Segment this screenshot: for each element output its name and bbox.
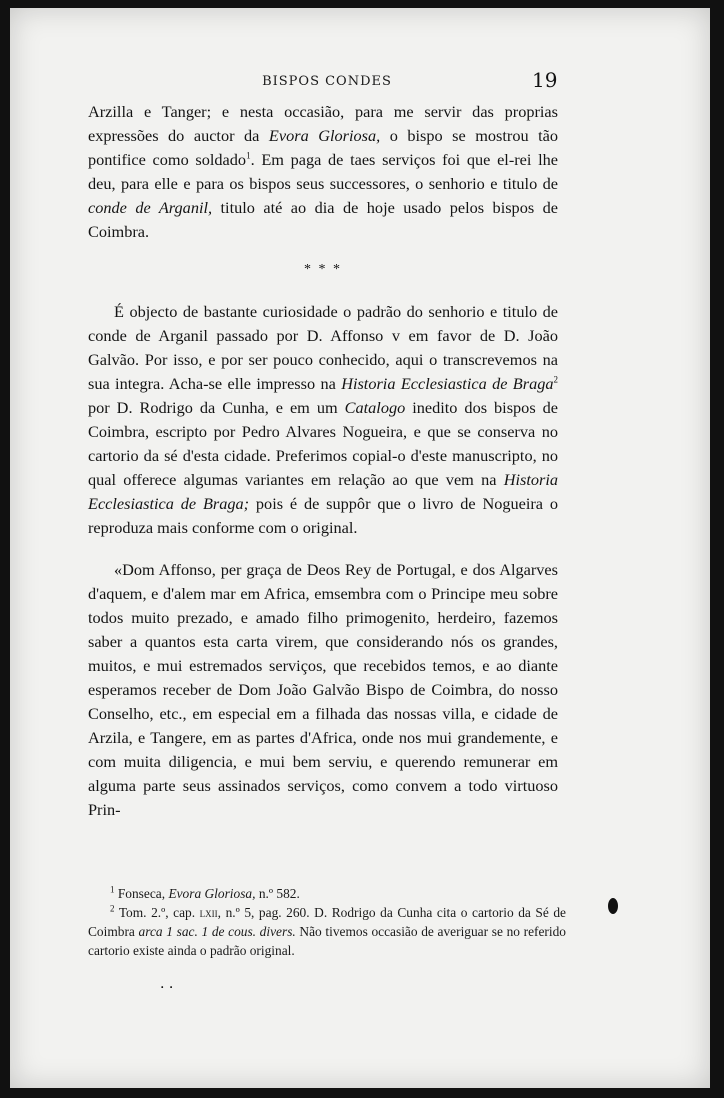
footnote-2-number: 2	[110, 903, 115, 914]
footnote-ref-2: 2	[553, 374, 558, 385]
p2-title-historia-2: Historia Ecclesiastica de Braga;	[88, 470, 558, 513]
paragraph-3-quotation: «Dom Affonso, per graça de Deos Rey de Portugal, e dos Algarves d'aquem, e d'alem mar em Africa, emsembra com o Principe meu sobre todos muito prezado, e amado filho primogenito, herdeiro, fazemos saber a quantos esta carta virem, que considerando nós os grandes, muitos, e mui estremados serviços, que recebidos temos, e ao diante esperamos receber de Dom João Galvão Bispo de Coimbra, do nosso Conselho, etc., em especial em a filhada das nossas villa, e cidade de Arzila, e Tangere, em as partes d'Africa, onde nos mui grandemente, e com muita diligencia, e mui bem serviu, e querendo remunerar em alguma parte seus assinados serviços, como convem a todo virtuoso Prin-	[88, 560, 558, 819]
footnote-2-archive-ref: arca 1 sac. 1 de cous. divers.	[138, 924, 296, 939]
footnote-2-roman: lxii	[199, 905, 218, 920]
section-separator: * * *	[304, 262, 342, 277]
footnote-1-text-b: n.º 582.	[255, 886, 300, 901]
spacer	[88, 540, 558, 558]
footnote-1-title: Evora Gloriosa,	[168, 886, 256, 901]
paragraph-1	[88, 100, 558, 244]
main-text	[88, 100, 558, 822]
p1-title-evora-gloriosa: Evora Gloriosa,	[268, 126, 381, 145]
p1-text-c: . Em paga de taes serviços foi que el-rei lhe deu, para elle e para os bispos seus successores, o senhorio e titulo de	[88, 150, 559, 193]
footnote-2-text-b: , n.º 5, pag. 260. D. Rodrigo da Cunha cita o cartorio da Sé de Coimbra	[88, 905, 567, 939]
running-header: BISPOS CONDES	[262, 74, 392, 89]
p1-text-d: titulo até ao dia de hoje usado pelos bispos de Coimbra.	[88, 198, 558, 241]
paragraph-2	[88, 300, 558, 540]
p2-title-historia: Historia Ecclesiastica de Braga	[341, 374, 554, 393]
p2-title-catalogo: Catalogo	[344, 398, 406, 417]
p2-text-a: É objecto de bastante curiosidade o padrão do senhorio e titulo de conde de Arganil passado por D. Affonso v em favor de D. João Galvão. Por isso, e por ser pouco conhecido, aqui o transcrevemos na sua integra. Acha-se elle impresso na	[88, 302, 558, 393]
ink-blot	[608, 898, 618, 914]
footnote-2-text-a: Tom. 2.º, cap.	[114, 905, 200, 920]
p1-title-conde-de-arganil: conde de Arganil,	[88, 198, 213, 217]
p2-text-d: pois é de suppôr que o livro de Nogueira o reproduza mais conforme com o original.	[88, 494, 559, 537]
p2-text-c: inedito dos bispos de Coimbra, escripto por Pedro Alvares Nogueira, e que se conserva no cartorio da sé d'esta cidade. Preferimos copial-o d'este manuscripto, no qual offerece algumas variantes em relação ao que vem na	[88, 398, 558, 489]
book-page	[10, 8, 710, 1088]
p2-text-b: por D. Rodrigo da Cunha, e em um	[88, 398, 345, 417]
p1-text-b: o bispo se mostrou tão pontifice como soldado	[88, 126, 559, 169]
footnote-2-text-c: Não tivemos occasião de averiguar se no referido cartorio existe ainda o padrão original.	[88, 924, 567, 958]
footnote-1-text-a: Fonseca,	[114, 886, 169, 901]
footnote-1-number: 1	[110, 884, 115, 895]
trailing-marks: . .	[160, 976, 174, 992]
footnote-2	[88, 903, 566, 960]
footnote-1	[88, 884, 566, 903]
page-number: 19	[532, 68, 558, 92]
p1-text-a: Arzilla e Tanger; e nesta occasião, para me servir das proprias expressões do auctor da	[88, 102, 558, 145]
footnotes	[88, 884, 566, 960]
footnote-ref-1: 1	[246, 150, 251, 161]
